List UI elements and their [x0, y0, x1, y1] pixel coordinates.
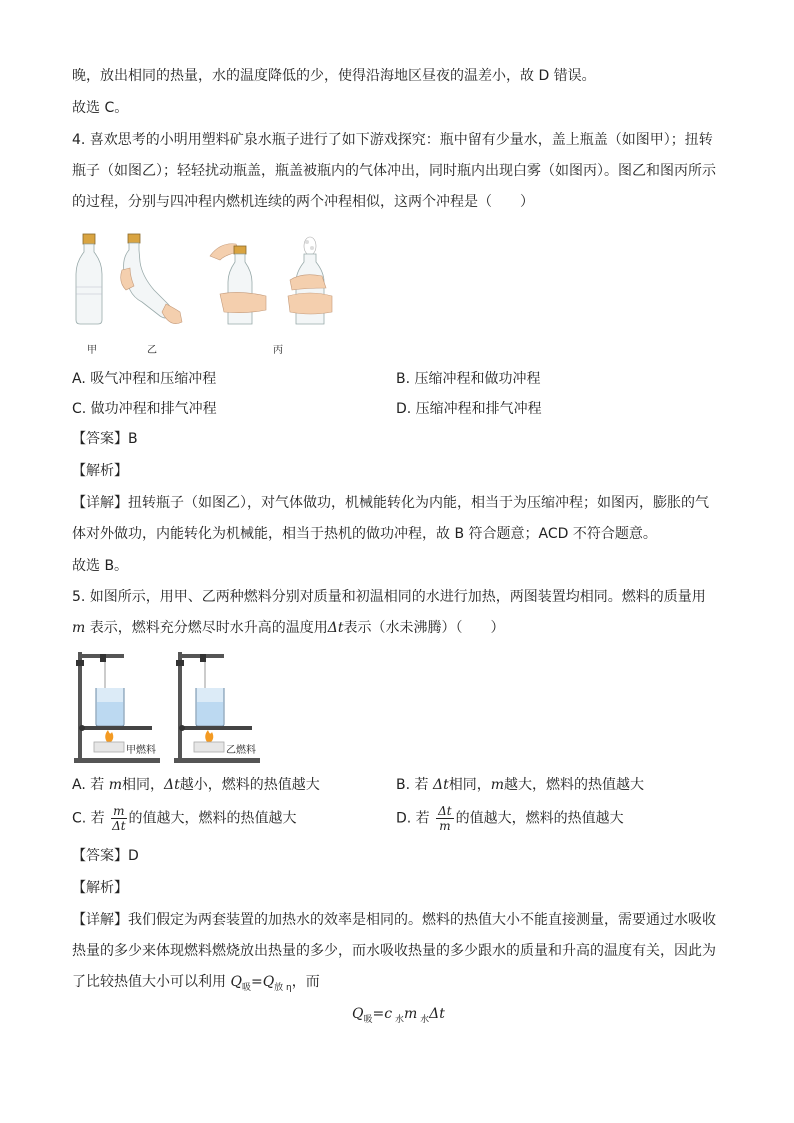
q5-stem-line-1: 5. 如图所示，用甲、乙两种燃料分别对质量和初温相同的水进行加热，两图装置均相同。燃料的质量用	[72, 589, 706, 605]
conclusion-text: 故选 C。	[72, 100, 129, 116]
heat-formula: $Q_吸=c$ $_水$m $_水$Δt	[352, 1006, 445, 1025]
bottle-bing-1-icon	[210, 244, 266, 324]
q4-answer: 【答案】B	[72, 431, 138, 447]
q4-option-b: B. 压缩冲程和做功冲程	[396, 371, 541, 387]
caption-bing: 丙	[273, 345, 283, 356]
delta-t-symbol: Δt	[327, 620, 344, 636]
q4-option-c: C. 做功冲程和排气冲程	[72, 401, 217, 417]
q4-option-a: A. 吸气冲程和压缩冲程	[72, 371, 217, 387]
q4-stem-line-3: 的过程，分别与四冲程内燃机连续的两个冲程相似，这两个冲程是（ ）	[72, 194, 534, 210]
q5-detail-line-2: 热量的多少来体现燃料燃烧放出热量的多少，而水吸收热量的多少跟水的质量和升高的温度有关，因此为	[72, 943, 716, 959]
mass-symbol: m	[72, 620, 86, 636]
label-jia-fuel: 甲燃料	[126, 745, 156, 756]
q4-detail-line-1: 【详解】扭转瓶子（如图乙），对气体做功，机械能转化为内能，相当于为压缩冲程；如图丙，膨胀的气	[72, 495, 709, 511]
q4-detail-line-2: 体对外做功，内能转化为机械能，相当于热机的做功冲程，故 B 符合题意；ACD 不符合题意。	[72, 526, 657, 542]
q5-detail-line-1: 【详解】我们假定为两套装置的加热水的效率是相同的。燃料的热值大小不能直接测量，需要通过水吸收	[72, 912, 716, 928]
q4-analysis-heading: 【解析】	[72, 463, 128, 479]
caption-yi: 乙	[147, 345, 157, 356]
q5-stem-line-2: m 表示，燃料充分燃尽时水升高的温度用Δt表示（水未沸腾）（ ）	[72, 620, 505, 636]
bottle-bing-2-icon	[288, 237, 332, 324]
caption-jia: 甲	[87, 345, 97, 356]
q5-answer: 【答案】D	[72, 848, 139, 864]
q5-detail-line-3: 了比较热值大小可以利用 $Q_吸=Q_{放 \eta}$，而	[72, 974, 320, 993]
q5-option-a: A. 若 m相同，Δt越小，燃料的热值越大	[72, 777, 320, 793]
bottle-jia-icon	[76, 234, 102, 324]
q4-option-d: D. 压缩冲程和排气冲程	[396, 401, 542, 417]
fraction-m-over-dt: $\frac{m}{\Delta t}$	[112, 804, 126, 833]
q4-stem-line-1: 4. 喜欢思考的小明用塑料矿泉水瓶子进行了如下游戏探究：瓶中留有少量水，盖上瓶盖（如图甲）；扭转	[72, 132, 713, 148]
fraction-dt-over-m: $\frac{\Delta t}{m}$	[438, 804, 452, 833]
bottle-yi-icon	[121, 234, 182, 324]
q4-bottle-figure	[70, 232, 360, 344]
q5-option-d: D. 若 $\frac{\Delta t}{m}$ 的值越大，燃料的热值越大	[396, 804, 624, 833]
q5-option-c: C. 若 $\frac{m}{\Delta t}$ 的值越大，燃料的热值越大	[72, 804, 297, 833]
q5-option-b: B. 若 Δt相同，m越大，燃料的热值越大	[396, 777, 644, 793]
q5-analysis-heading: 【解析】	[72, 880, 128, 896]
q4-choose: 故选 B。	[72, 558, 129, 574]
q4-stem-line-2: 瓶子（如图乙）；轻轻扰动瓶盖，瓶盖被瓶内的气体冲出，同时瓶内出现白雾（如图丙）。图乙和图丙所示	[72, 163, 716, 179]
label-yi-fuel: 乙燃料	[226, 745, 256, 756]
paragraph-text: 晚，放出相同的热量，水的温度降低的少，使得沿海地区昼夜的温差小，故 D 错误。	[72, 68, 596, 84]
